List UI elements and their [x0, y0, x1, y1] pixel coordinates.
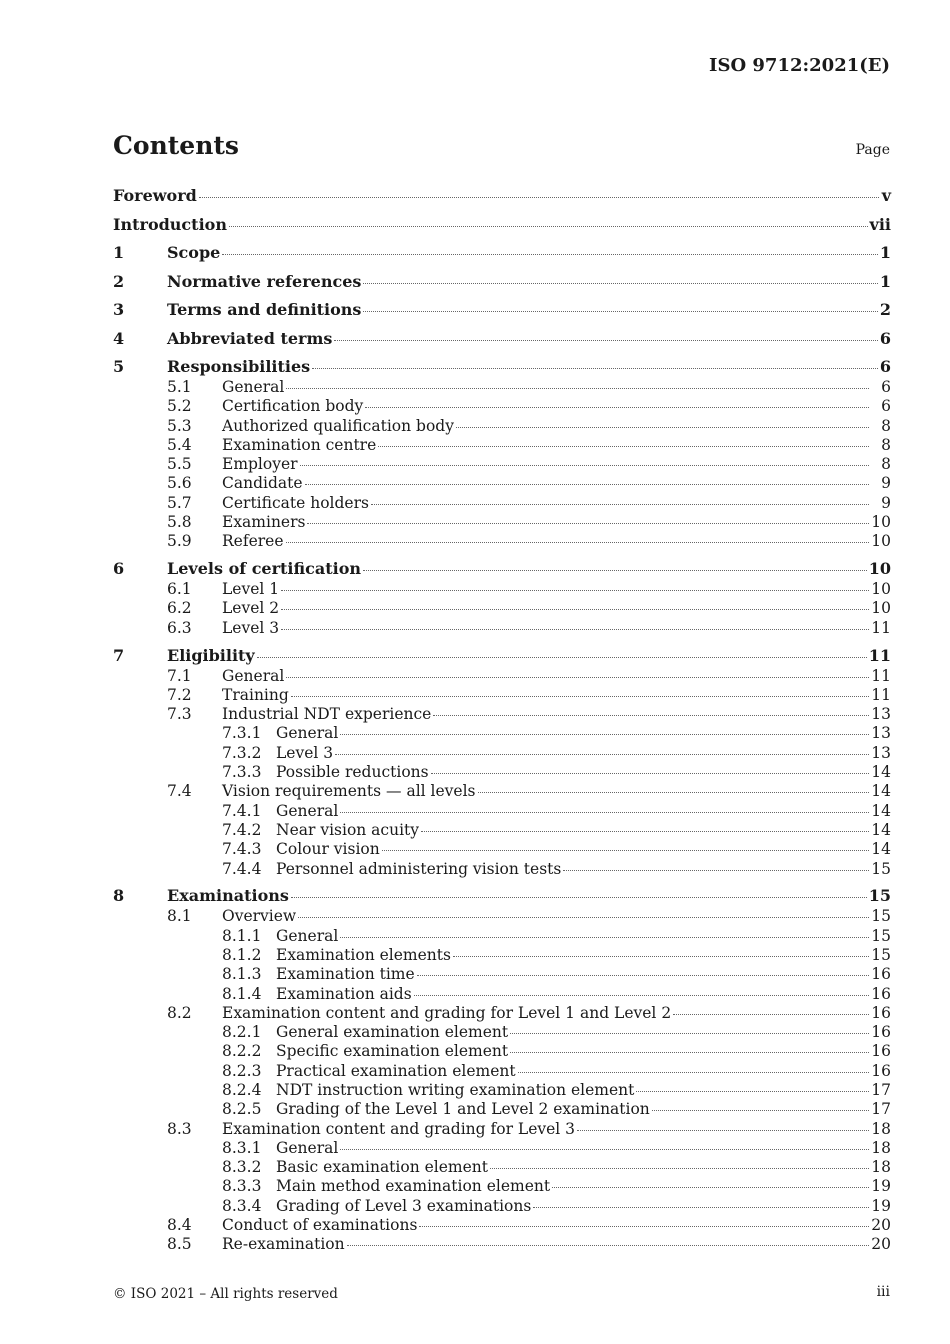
toc-entry-page: 16 [871, 1042, 891, 1061]
dot-leader [365, 407, 869, 408]
toc-entry-number: 8.2.3 [222, 1061, 262, 1080]
toc-entry-title: Authorized qualification body [222, 416, 454, 435]
dot-leader [453, 956, 869, 957]
toc-entry-page: 15 [871, 945, 891, 964]
document-id: ISO 9712:2021(E) [709, 55, 890, 76]
toc-entry-title: Examination content and grading for Level 3 [222, 1119, 576, 1138]
toc-entry-page: 10 [871, 532, 891, 551]
toc-entry-page: 16 [871, 1023, 891, 1042]
toc-entry-number: 8.1.3 [222, 965, 262, 984]
toc-entry-title: Introduction [113, 214, 227, 234]
toc-entry-title: General [276, 724, 339, 743]
toc-entry-page: 19 [871, 1177, 891, 1196]
toc-entry[interactable] [113, 1139, 891, 1158]
dot-leader [419, 1226, 869, 1227]
dot-leader [371, 504, 869, 505]
dot-leader [552, 1187, 869, 1188]
toc-entry-title: Level 1 [222, 580, 280, 599]
toc-entry-page: 16 [871, 1061, 891, 1080]
toc-entry[interactable] [113, 356, 891, 378]
dot-leader [414, 995, 869, 996]
dot-leader [257, 657, 867, 658]
dot-leader [533, 1207, 869, 1208]
toc-entry-number: 5.5 [167, 455, 192, 474]
toc-entry-page: 15 [868, 886, 891, 906]
dot-leader [421, 831, 869, 832]
toc-entry-number: 7.4.2 [222, 820, 262, 839]
toc-entry-page: 11 [868, 645, 891, 665]
toc-entry-number: 7.4 [167, 782, 192, 801]
toc-entry-page: 10 [868, 559, 891, 579]
toc-entry-title: Main method examination element [276, 1177, 551, 1196]
toc-entry-title: Scope [167, 243, 221, 262]
toc-entry-number: 7.3.2 [222, 743, 262, 762]
toc-entry-page: 15 [871, 926, 891, 945]
toc-entry-title: Near vision acuity [276, 820, 420, 839]
toc-entry-title: Examination time [276, 965, 415, 984]
dot-leader [378, 446, 869, 447]
toc-entry-page: 14 [871, 763, 891, 782]
toc-entry-number: 8.3 [167, 1119, 192, 1138]
toc-entry-page: 13 [871, 743, 891, 762]
toc-entry[interactable] [113, 378, 891, 397]
dot-leader [286, 677, 869, 678]
toc-entry-page: 2 [879, 300, 891, 319]
toc-entry-page: 11 [871, 618, 891, 637]
toc-entry-title: Examinations [167, 886, 289, 906]
toc-entry-number: 6 [113, 559, 125, 579]
toc-entry-title: General [276, 926, 339, 945]
toc-entry-page: vii [869, 214, 891, 234]
toc-entry-title: General [276, 1138, 339, 1157]
toc-entry-number: 8.1 [167, 907, 192, 926]
toc-entry[interactable] [113, 1120, 891, 1139]
toc-entry-number: 8.3.3 [222, 1177, 262, 1196]
toc-entry-page: 8 [881, 455, 891, 474]
toc-entry[interactable] [113, 763, 891, 782]
toc-entry-number: 8.3.1 [222, 1138, 262, 1157]
toc-entry-page: 15 [871, 907, 891, 926]
toc-entry-title: Responsibilities [167, 357, 311, 376]
toc-entry-title: Conduct of examinations [222, 1216, 418, 1235]
toc-entry-number: 3 [113, 300, 125, 319]
toc-entry-number: 4 [113, 328, 125, 348]
toc-entry[interactable] [113, 619, 891, 638]
dot-leader [222, 254, 878, 255]
dot-leader [291, 897, 867, 898]
dot-leader [431, 773, 869, 774]
dot-leader [433, 715, 869, 716]
toc-entry-title: Specific examination element [276, 1042, 509, 1061]
toc-entry[interactable] [113, 860, 891, 879]
toc-entry-number: 6.3 [167, 618, 192, 637]
toc-entry-page: 19 [871, 1196, 891, 1215]
toc-entry-number: 5.8 [167, 513, 192, 532]
toc-entry-title: Level 3 [276, 743, 334, 762]
dot-leader [340, 1149, 869, 1150]
toc-entry-title: Overview [222, 907, 297, 926]
toc-entry-title: Referee [222, 532, 284, 551]
toc-entry-title: Colour vision [276, 840, 380, 859]
toc-entry-title: Abbreviated terms [167, 328, 333, 348]
dot-leader [335, 754, 869, 755]
toc-entry[interactable] [113, 985, 891, 1004]
toc-entry[interactable] [113, 397, 891, 416]
toc-entry[interactable] [113, 532, 891, 551]
dot-leader [281, 590, 869, 591]
dot-leader [363, 570, 867, 571]
toc-entry-title: Certificate holders [222, 493, 369, 512]
dot-leader [478, 792, 869, 793]
dot-leader [291, 696, 869, 697]
toc-entry-title: Eligibility [167, 645, 255, 665]
toc-entry-title: Employer [222, 455, 298, 474]
footer-copyright: © ISO 2021 – All rights reserved [113, 1286, 338, 1302]
toc-entry-title: Candidate [222, 474, 303, 493]
toc-entry-number: 8.2.5 [222, 1100, 262, 1119]
dot-leader [382, 850, 869, 851]
dot-leader [305, 484, 869, 485]
dot-leader [363, 311, 877, 312]
toc-entry-title: General [276, 801, 339, 820]
toc-entry-page: 11 [871, 685, 891, 704]
toc-entry-page: 20 [871, 1216, 891, 1235]
toc-entry[interactable] [113, 686, 891, 705]
toc-entry[interactable] [113, 1100, 891, 1119]
dot-leader [563, 870, 869, 871]
toc-entry-number: 5.4 [167, 435, 192, 454]
dot-leader [199, 197, 879, 198]
toc-entry[interactable] [113, 271, 891, 293]
toc-entry-page: 16 [871, 1003, 891, 1022]
toc-entry[interactable] [113, 299, 891, 321]
toc-entry[interactable] [113, 645, 891, 667]
dot-leader [307, 523, 869, 524]
toc-entry-page: 9 [881, 474, 891, 493]
toc-entry-number: 5.6 [167, 474, 192, 493]
toc-entry-number: 5.3 [167, 416, 192, 435]
toc-entry-page: 6 [881, 397, 891, 416]
toc-entry-page: 9 [881, 493, 891, 512]
toc-entry-page: 11 [871, 666, 891, 685]
toc-entry[interactable] [113, 907, 891, 926]
dot-leader [673, 1014, 869, 1015]
toc-entry-page: 15 [871, 859, 891, 878]
toc-entry-number: 7 [113, 645, 125, 665]
toc-entry-number: 8 [113, 886, 125, 906]
toc-entry[interactable] [113, 1042, 891, 1061]
toc-entry-number: 8.2.4 [222, 1081, 262, 1099]
toc-entry-title: Possible reductions [276, 763, 429, 782]
toc-entry[interactable] [113, 494, 891, 513]
dot-leader [510, 1052, 869, 1053]
toc-entry-title: Examination content and grading for Level 1 and Level 2 [222, 1003, 672, 1022]
toc-entry[interactable] [113, 840, 891, 859]
toc-entry[interactable] [113, 214, 891, 236]
toc-entry-title: Foreword [113, 186, 197, 205]
dot-leader [510, 1033, 869, 1034]
toc-entry-page: 18 [871, 1138, 891, 1157]
toc-entry-title: Practical examination element [276, 1061, 516, 1080]
toc-entry-title: Examination aids [276, 984, 412, 1003]
toc-entry-page: 16 [871, 965, 891, 984]
toc-entry-title: NDT instruction writing examination element [276, 1081, 635, 1099]
toc-entry-number: 7.1 [167, 666, 192, 685]
toc-entry[interactable] [113, 927, 891, 946]
dot-leader [340, 734, 869, 735]
footer-page-number: iii [876, 1284, 890, 1300]
toc-entry[interactable] [113, 946, 891, 965]
dot-leader [281, 609, 869, 610]
toc-entry-number: 8.2.2 [222, 1042, 262, 1061]
toc-entry-number: 5.1 [167, 378, 192, 396]
toc-entry-number: 7.3.1 [222, 724, 262, 743]
dot-leader [417, 975, 869, 976]
toc-entry[interactable] [113, 885, 891, 907]
toc-entry-title: Personnel administering vision tests [276, 859, 562, 878]
toc-entry-number: 8.4 [167, 1216, 192, 1235]
toc-entry-title: Examination elements [276, 945, 451, 964]
toc-entry[interactable] [113, 242, 891, 264]
toc-entry[interactable] [113, 1235, 891, 1254]
toc-entry-number: 5.2 [167, 397, 192, 416]
toc-entry-title: General examination element [276, 1023, 509, 1042]
toc-entry-title: Training [222, 685, 289, 704]
toc-entry-page: 8 [881, 416, 891, 435]
dot-leader [312, 368, 878, 369]
toc-entry[interactable] [113, 667, 891, 686]
toc-entry-number: 2 [113, 271, 125, 291]
toc-entry-number: 5 [113, 357, 125, 376]
toc-entry-number: 7.4.1 [222, 801, 262, 820]
page-title: Contents [113, 131, 240, 160]
toc-entry-page: 14 [871, 782, 891, 801]
toc-entry-title: Industrial NDT experience [222, 705, 432, 724]
toc-entry-page: 6 [881, 378, 891, 396]
toc-entry-number: 7.3 [167, 705, 192, 724]
toc-entry-number: 8.3.4 [222, 1196, 262, 1215]
toc-entry[interactable] [113, 1023, 891, 1042]
toc-entry[interactable] [113, 782, 891, 801]
toc-entry-page: 18 [871, 1119, 891, 1138]
toc-entry-title: General [222, 666, 285, 685]
toc-entry-page: 17 [871, 1081, 891, 1099]
toc-entry-number: 6.2 [167, 599, 192, 618]
toc-entry-title: Levels of certification [167, 559, 362, 579]
toc-entry-title: Level 3 [222, 618, 280, 637]
toc-entry-title: Terms and definitions [167, 300, 362, 319]
toc-entry-number: 7.4.3 [222, 840, 262, 859]
toc-entry-page: 17 [871, 1100, 891, 1119]
dot-leader [298, 917, 869, 918]
toc-entry-page: 10 [871, 580, 891, 599]
toc-entry-number: 1 [113, 243, 125, 262]
dot-leader [286, 388, 869, 389]
toc-entry-page: 13 [871, 705, 891, 724]
toc-entry-page: 8 [881, 435, 891, 454]
dot-leader [300, 465, 869, 466]
toc-entry-page: 6 [879, 328, 891, 348]
toc-entry-title: Re-examination [222, 1235, 345, 1254]
dot-leader [636, 1091, 869, 1092]
toc-entry-page: 20 [871, 1235, 891, 1254]
toc-entry[interactable] [113, 1081, 891, 1100]
toc-entry[interactable] [113, 1177, 891, 1196]
dot-leader [340, 937, 869, 938]
toc-entry-page: v [881, 186, 891, 205]
dot-leader [334, 340, 877, 341]
toc-entry-title: Examiners [222, 513, 306, 532]
toc-entry[interactable] [113, 1004, 891, 1023]
toc-entry-page: 14 [871, 801, 891, 820]
toc-entry[interactable] [113, 580, 891, 599]
dot-leader [363, 283, 877, 284]
dot-leader [281, 629, 869, 630]
toc-entry[interactable] [113, 1062, 891, 1081]
toc-entry[interactable] [113, 744, 891, 763]
toc-entry-page: 10 [871, 513, 891, 532]
toc-entry[interactable] [113, 474, 891, 493]
toc-entry-number: 8.2.1 [222, 1023, 262, 1042]
toc-entry[interactable] [113, 599, 891, 618]
toc-entry[interactable] [113, 513, 891, 532]
toc-entry[interactable] [113, 1197, 891, 1216]
toc-entry[interactable] [113, 1216, 891, 1235]
toc-entry-number: 5.9 [167, 532, 192, 551]
toc-entry-page: 14 [871, 840, 891, 859]
toc-entry-page: 14 [871, 820, 891, 839]
toc-entry-number: 8.1.4 [222, 984, 262, 1003]
dot-leader [490, 1168, 869, 1169]
toc-entry-number: 7.2 [167, 685, 192, 704]
toc-entry-title: Vision requirements — all levels [222, 782, 476, 801]
toc-entry-title: Normative references [167, 271, 362, 291]
toc-entry[interactable] [113, 821, 891, 840]
toc-entry-page: 10 [871, 599, 891, 618]
toc-entry-number: 8.1.1 [222, 926, 262, 945]
toc-entry[interactable] [113, 1158, 891, 1177]
toc-entry-number: 8.1.2 [222, 945, 262, 964]
dot-leader [340, 812, 869, 813]
dot-leader [347, 1245, 869, 1246]
dot-leader [518, 1072, 869, 1073]
toc-entry-number: 7.4.4 [222, 859, 262, 878]
toc-entry-title: Certification body [222, 397, 364, 416]
toc-entry[interactable] [113, 436, 891, 455]
toc-entry-title: General [222, 378, 285, 396]
toc-entry-title: Basic examination element [276, 1158, 488, 1177]
dot-leader [577, 1130, 869, 1131]
toc-entry[interactable] [113, 558, 891, 580]
toc-entry-title: Examination centre [222, 435, 377, 454]
toc-entry-title: Grading of Level 3 examinations [276, 1196, 532, 1215]
toc-entry[interactable] [113, 705, 891, 724]
toc-entry-title: Grading of the Level 1 and Level 2 examination [276, 1100, 650, 1119]
toc-entry-page: 13 [871, 724, 891, 743]
toc-entry[interactable] [113, 417, 891, 436]
dot-leader [456, 427, 869, 428]
toc-entry[interactable] [113, 802, 891, 821]
toc-entry-number: 5.7 [167, 493, 192, 512]
toc-entry[interactable] [113, 724, 891, 743]
toc-entry[interactable] [113, 185, 891, 207]
toc-entry[interactable] [113, 328, 891, 350]
toc-entry-number: 8.2 [167, 1003, 192, 1022]
toc-entry-page: 16 [871, 984, 891, 1003]
dot-leader [652, 1110, 869, 1111]
toc-entry-title: Level 2 [222, 599, 280, 618]
page-column-label: Page [855, 142, 890, 158]
toc-entry-number: 8.3.2 [222, 1158, 262, 1177]
table-of-contents [113, 185, 891, 1255]
toc-entry-number: 8.5 [167, 1235, 192, 1254]
toc-entry-page: 6 [879, 357, 891, 376]
dot-leader [286, 542, 869, 543]
toc-entry-page: 18 [871, 1158, 891, 1177]
dot-leader [229, 226, 868, 227]
toc-entry-page: 1 [879, 243, 891, 262]
toc-entry-number: 6.1 [167, 580, 192, 599]
toc-entry[interactable] [113, 455, 891, 474]
toc-entry-page: 1 [879, 271, 891, 291]
toc-entry-number: 7.3.3 [222, 763, 262, 782]
toc-entry[interactable] [113, 965, 891, 984]
